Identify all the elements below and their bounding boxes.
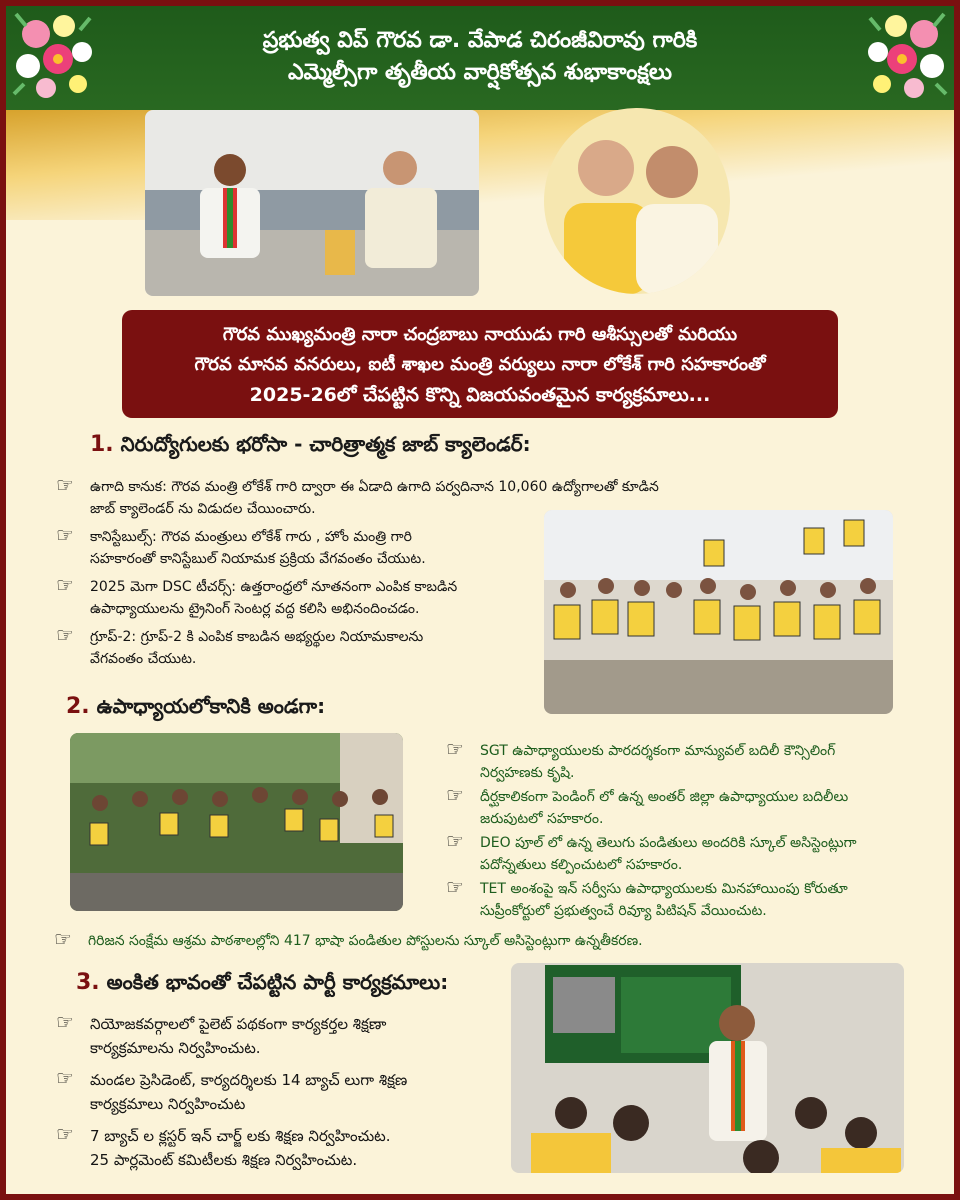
section1-heading (90, 432, 531, 461)
section3-title: అంకిత భావంతో చేపట్టిన పార్టీ కార్యక్రమాలు: (106, 970, 449, 994)
job-calendar-rally-photo (544, 510, 893, 714)
section2-item: ☞ దీర్ఘకాలికంగా పెండింగ్ లో ఉన్న అంతర్ జిల్లా ఉపాధ్యాయుల బదిలీలు జరుపుటలో సహకారం. (446, 783, 849, 827)
pointing-hand-icon: ☞ (56, 1122, 74, 1146)
gold-wave (0, 110, 960, 220)
section3-number: 3. (76, 970, 100, 995)
banner-line2: గౌరవ మానవ వనరులు, ఐటీ శాఖల మంత్రి వర్యులు నారా లోకేశ్ గారి సహకారంతో (194, 354, 766, 375)
pointing-hand-icon: ☞ (446, 875, 464, 899)
section3-item: ☞ మండల ప్రెసిడెంట్, కార్యదర్శిలకు 14 బ్యాచ్ లుగా శిక్షణ కార్యక్రమాలు నిర్వహించుట (56, 1066, 408, 1113)
header-title-line1: ప్రభుత్వ విప్ గౌరవ డా. వేపాడ చిరంజీవిరావు గారికి (262, 28, 698, 53)
pointing-hand-icon: ☞ (54, 927, 72, 951)
section2-item: ☞ TET అంశంపై ఇన్ సర్వీసు ఉపాధ్యాయులకు మినహాయింపు కోరుతూ సుప్రీంకోర్టులో ప్రభుత్వంచే రివ్యూ పిటిషన్ వేయించుట. (446, 875, 848, 919)
section3-item: ☞ నియోజకవర్గాలలో పైలెట్ పథకంగా కార్యకర్తల శిక్షణా కార్యక్రమాలను నిర్వహించుట. (56, 1010, 387, 1057)
pointing-hand-icon: ☞ (56, 1066, 74, 1090)
section1-title: నిరుద్యోగులకు భరోసా - చారిత్రాత్మక జాబ్ క్యాలెండర్: (120, 432, 531, 456)
section1-number: 1. (90, 432, 114, 457)
pointing-hand-icon: ☞ (446, 829, 464, 853)
training-session-photo (511, 963, 904, 1173)
leaders-photo (544, 108, 730, 294)
pointing-hand-icon: ☞ (56, 1010, 74, 1034)
achievements-banner (122, 310, 838, 418)
section1-item: ☞ ఉగాది కానుక: గౌరవ మంత్రి లోకేశ్ గారి ద్వారా ఈ ఏడాది ఉగాది పర్వదినాన 10,060 ఉద్యోగాలతో కూడిన జాబ్ క్యాలెండర్ ను విడుదల చేయించారు. (56, 473, 659, 517)
section2-item: ☞ SGT ఉపాధ్యాయులకు పారదర్శకంగా మాన్యువల్ బదిలీ కౌన్సిలింగ్ నిర్వహణకు కృషి. (446, 737, 836, 781)
pointing-hand-icon: ☞ (56, 523, 74, 547)
flower-bouquet-left-icon (6, 4, 102, 104)
pointing-hand-icon: ☞ (56, 473, 74, 497)
pointing-hand-icon: ☞ (446, 783, 464, 807)
pointing-hand-icon: ☞ (446, 737, 464, 761)
section2-extra-item: ☞ గిరిజన సంక్షేమ ఆశ్రమ పాఠశాలల్లోని 417 భాషా పండితుల పోస్టులను స్కూల్ అసిస్టెంట్లుగా ఉన్నతీకరణ. (54, 927, 643, 951)
press-meet-photo (145, 110, 479, 296)
section2-heading (66, 694, 325, 723)
pointing-hand-icon: ☞ (56, 623, 74, 647)
banner-line3: 2025-26లో చేపట్టిన కొన్ని విజయవంతమైన కార్యక్రమాలు... (249, 384, 711, 406)
section2-title: ఉపాధ్యాయలోకానికి అండగా: (96, 694, 326, 718)
section1-item: ☞ గ్రూప్-2: గ్రూప్-2 కి ఎంపిక కాబడిన అభ్యర్థుల నియామకాలను వేగవంతం చేయుట. (56, 623, 424, 667)
pointing-hand-icon: ☞ (56, 573, 74, 597)
header-title-line2: ఎమ్మెల్సీగా తృతీయ వార్షికోత్సవ శుభాకాంక్షలు (287, 60, 673, 85)
flower-bouquet-right-icon (858, 4, 954, 104)
section3-heading (76, 970, 448, 999)
section1-item: ☞ కానిస్టేబుల్స్: గౌరవ మంత్రులు లోకేశ్ గారు , హోం మంత్రి గారి సహకారంతో కానిస్టేబుల్ నియామక ప్రక్రియ వేగవంతం చేయుట. (56, 523, 426, 567)
banner-line1: గౌరవ ముఖ్యమంత్రి నారా చంద్రబాబు నాయుడు గారి ఆశీస్సులతో మరియు (222, 324, 738, 345)
teachers-meet-photo (70, 733, 403, 911)
section2-item: ☞ DEO పూల్ లో ఉన్న తెలుగు పండితులు అందరికి స్కూల్ అసిస్టెంట్లుగా పదోన్నతులు కల్పించుటలో సహకారం. (446, 829, 857, 873)
section1-item: ☞ 2025 మెగా DSC టీచర్స్: ఉత్తరాంధ్రలో నూతనంగా ఎంపిక కాబడిన ఉపాధ్యాయులను ట్రైనింగ్ సెంటర్ల వద్ద కలిసి అభినందించడం. (56, 573, 458, 617)
section2-number: 2. (66, 694, 90, 719)
section3-item: ☞ 7 బ్యాచ్ ల క్లస్టర్ ఇన్ చార్జ్ లకు శిక్షణ నిర్వహించుట. 25 పార్లమెంట్ కమిటీలకు శిక్షణ నిర్వహించుట. (56, 1122, 391, 1169)
